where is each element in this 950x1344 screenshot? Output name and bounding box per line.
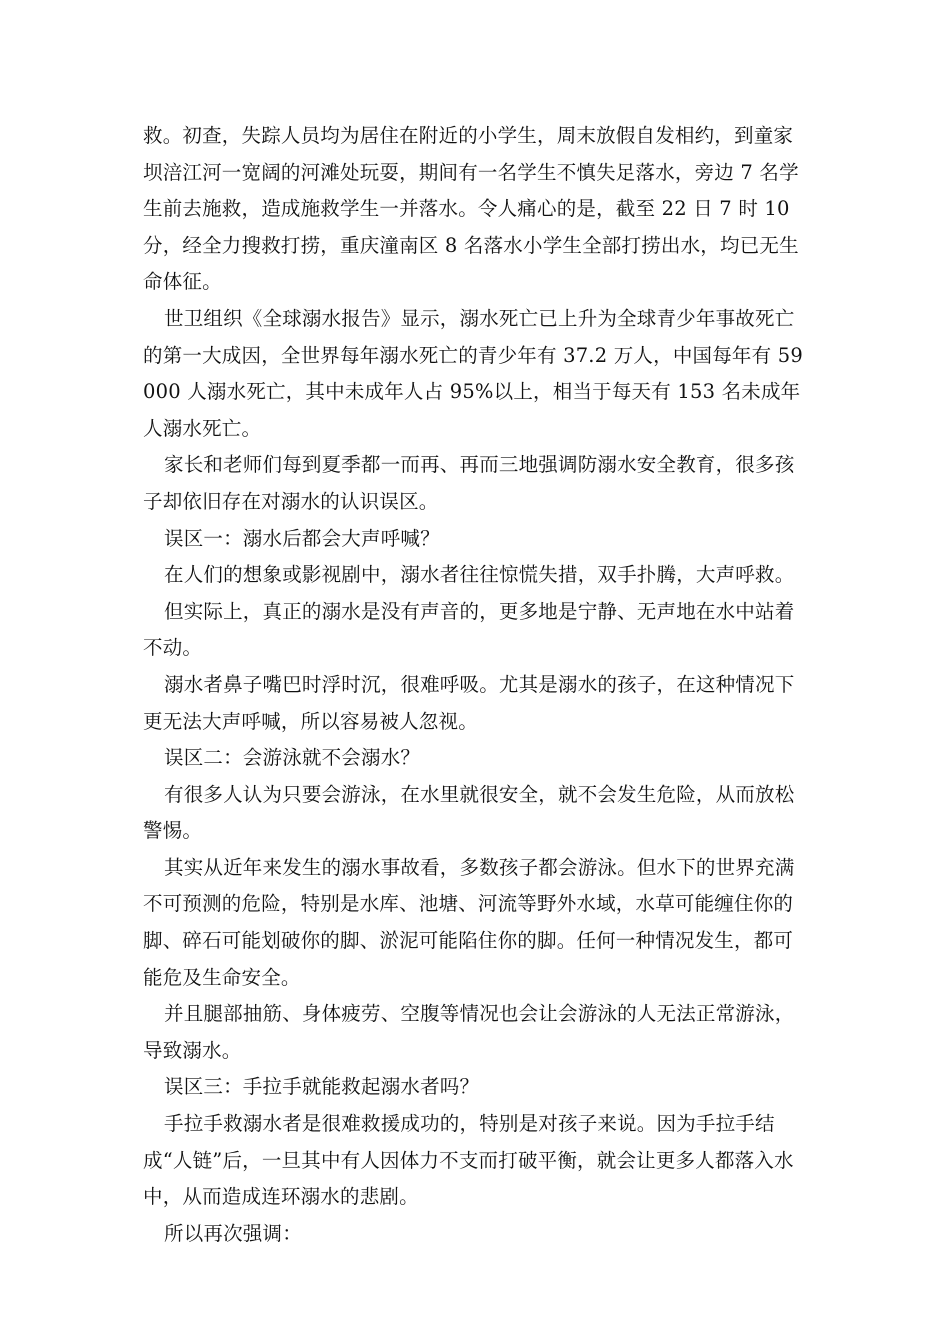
misconception-one-heading: 误区一：溺水后都会大声呼喊？: [164, 526, 440, 550]
paragraph-incident-details: 救。初查，失踪人员均为居住在附近的小学生，周末放假自发相约，到童家坝涪江河一宽阔的河滩处玩耍，期间有一名学生不慎失足落水，旁边 7 名学生前去施救，造成施救学生一并落水。令人痛心的是，截至 22 日 7 时 10 分，经全力搜救打捞，重庆潼南区 8 名落水小学生全部打捞出水，均已无生命体征。: [143, 124, 799, 294]
document-body: [143, 118, 811, 1252]
paragraph-human-chain: 手拉手救溺水者是很难救援成功的，特别是对孩子来说。因为手拉手结成“人链”后，一旦其中有人因体力不支而打破平衡，就会让更多人都落入水中，从而造成连环溺水的悲剧。: [143, 1112, 794, 1209]
misconception-three-heading: 误区三：手拉手就能救起溺水者吗？: [164, 1075, 480, 1099]
paragraph-hard-to-breathe: 溺水者鼻子嘴巴时浮时沉，很难呼吸。尤其是溺水的孩子，在这种情况下更无法大声呼喊，所以容易被人忽视。: [143, 672, 795, 733]
paragraph-cramps-fatigue: 并且腿部抽筋、身体疲劳、空腹等情况也会让会游泳的人无法正常游泳，导致溺水。: [143, 1002, 795, 1062]
paragraph-swimming-safe-belief: 有很多人认为只要会游泳，在水里就很安全，就不会发生危险，从而放松警惕。: [143, 782, 795, 843]
paragraph-misconception-intro: 家长和老师们每到夏季都一而再、再而三地强调防溺水安全教育，很多孩子却依旧存在对溺水的认识误区。: [143, 453, 795, 513]
paragraph-underwater-dangers: 其实从近年来发生的溺水事故看，多数孩子都会游泳。但水下的世界充满不可预测的危险，特别是水库、池塘、河流等野外水域，水草可能缠住你的脚、碎石可能划破你的脚、淤泥可能陷住你的脚。任何一种情况发生，都可能危及生命安全。: [143, 855, 795, 989]
paragraph-who-report: 世卫组织《全球溺水报告》显示，溺水死亡已上升为全球青少年事故死亡的第一大成因，全世界每年溺水死亡的青少年有 37.2 万人，中国每年有 59000 人溺水死亡，其中未成年人占 95%以上，相当于每天有 153 名未成年人溺水死亡。: [143, 306, 803, 440]
misconception-two-heading: 误区二：会游泳就不会溺水？: [164, 746, 421, 770]
paragraph-silent-drowning: 但实际上，真正的溺水是没有声音的，更多地是宁静、无声地在水中站着不动。: [143, 599, 795, 660]
paragraph-emphasis: 所以再次强调：: [164, 1221, 302, 1245]
paragraph-imagination: 在人们的想象或影视剧中，溺水者往往惊慌失措，双手扑腾，大声呼救。: [164, 563, 795, 587]
